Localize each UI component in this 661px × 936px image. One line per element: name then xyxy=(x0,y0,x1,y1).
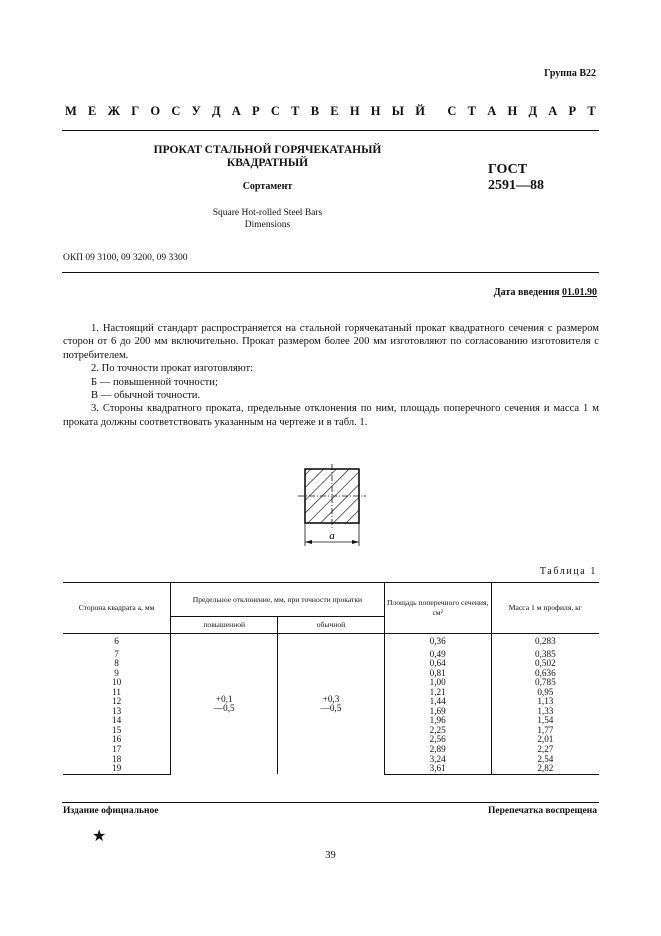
cell-area: 1,96 xyxy=(384,716,491,726)
banner-letter: Н xyxy=(349,104,360,118)
cell-area: 2,89 xyxy=(384,745,491,755)
cell-mass: 1,13 xyxy=(491,697,599,707)
banner-letter: Й xyxy=(415,104,425,118)
cell-area: 0,36 xyxy=(384,634,491,650)
intro-date-value: 01.01.90 xyxy=(562,287,597,298)
reprint-prohibited: Перепечатка воспрещена xyxy=(487,806,597,816)
title-line-1: ПРОКАТ СТАЛЬНОЙ ГОРЯЧЕКАТАНЫЙ xyxy=(153,144,382,156)
dimensions-table xyxy=(63,582,599,775)
title-line-2: КВАДРАТНЫЙ xyxy=(226,157,309,169)
header-normal-precision: обычной xyxy=(278,617,384,634)
cell-area: 2,25 xyxy=(384,726,491,736)
banner-letter: Е xyxy=(88,104,97,118)
cell-side: 7 xyxy=(114,648,119,659)
cell-mass: 1,33 xyxy=(491,707,599,717)
cell-side: 15 xyxy=(112,724,122,735)
header-rule xyxy=(62,130,599,131)
banner-letter: Е xyxy=(330,104,339,118)
cell-mass: 0,95 xyxy=(491,688,599,698)
gost-label: ГОСТ xyxy=(488,162,528,177)
group-code: Группа В22 xyxy=(544,68,596,79)
table-caption: Таблица 1 xyxy=(539,566,597,577)
cell-mass: 2,82 xyxy=(491,764,599,774)
deviation-normal-value: +0,3 xyxy=(322,693,340,704)
gost-code: 2591—88 xyxy=(488,178,544,193)
okp-rule xyxy=(62,272,599,273)
cell-side: 11 xyxy=(112,686,122,697)
dimension-arrow-right xyxy=(352,540,359,544)
deviation-high-value: —0,5 xyxy=(213,703,235,714)
cell-mass: 2,01 xyxy=(491,735,599,745)
deviation-normal-value: —0,5 xyxy=(320,703,342,714)
banner-letter: С xyxy=(171,104,181,118)
banner-letter: Т xyxy=(587,104,596,118)
paragraph-3: Б — повышенной точности; xyxy=(91,376,218,388)
cell-mass: 2,54 xyxy=(491,755,599,765)
standard-banner xyxy=(65,104,596,119)
cell-mass: 0,502 xyxy=(491,659,599,669)
cell-side: 18 xyxy=(112,753,122,764)
footer-rule xyxy=(62,802,599,803)
cell-area: 3,61 xyxy=(384,764,491,774)
banner-letter: А xyxy=(487,104,497,118)
cell-mass: 1,54 xyxy=(491,716,599,726)
body-text xyxy=(63,322,599,429)
cell-side: 9 xyxy=(114,667,119,678)
dimension-arrow-left xyxy=(305,540,312,544)
cell-side: 14 xyxy=(112,715,122,726)
cell-area: 1,21 xyxy=(384,688,491,698)
cell-area: 1,44 xyxy=(384,697,491,707)
paragraph-4: В — обычной точности. xyxy=(91,390,201,402)
banner-letter: Д xyxy=(528,104,538,118)
table-row xyxy=(63,634,599,650)
header-side: Сторона квадрата a, мм xyxy=(63,583,171,634)
cell-side: 12 xyxy=(112,696,122,707)
star-icon: ★ xyxy=(92,828,107,845)
english-title-line-2: Dimensions xyxy=(244,220,291,230)
banner-letter: Ы xyxy=(391,104,405,118)
okp-codes: ОКП 09 3100, 09 3200, 09 3300 xyxy=(63,253,188,263)
cell-mass: 0,385 xyxy=(491,650,599,660)
cell-side: 13 xyxy=(112,705,122,716)
banner-letter: Ж xyxy=(107,104,120,118)
cell-mass: 2,27 xyxy=(491,745,599,755)
paragraph-1: 1. Настоящий стандарт распространяется на стальной горячекатаный прокат квадратного сечения с размером сторон от 6 до 200 мм включительно. Прокат размером более 200 мм изготовляют по согласованию изготовителя с потребителем. xyxy=(63,323,599,361)
banner-letter: А xyxy=(548,104,558,118)
banner-letter: В xyxy=(310,104,320,118)
banner-letter: О xyxy=(150,104,161,118)
cell-side: 16 xyxy=(112,734,122,745)
cell-area: 3,24 xyxy=(384,755,491,765)
dimension-label: a xyxy=(329,530,335,542)
header-high-precision: повышенной xyxy=(171,617,278,634)
banner-letter: Т xyxy=(291,104,300,118)
banner-letter: М xyxy=(65,104,77,118)
banner-letter: А xyxy=(231,104,241,118)
table-body xyxy=(63,634,599,775)
paragraph-5: 3. Стороны квадратного проката, предельные отклонения по ним, площадь поперечного сечения и масса 1 м проката должны соответствовать указанным на чертеже и в табл. 1. xyxy=(63,403,599,428)
cell-mass: 0,283 xyxy=(491,634,599,650)
header-deviation: Предельное отклонение, мм, при точности прокатки xyxy=(171,583,384,617)
banner-letter: Р xyxy=(252,104,260,118)
intro-date xyxy=(494,287,597,298)
cell-area: 0,81 xyxy=(384,669,491,679)
cell-side: 19 xyxy=(63,764,171,774)
cell-mass: 0,636 xyxy=(491,669,599,679)
english-title xyxy=(140,207,395,231)
cross-section-drawing xyxy=(290,464,380,559)
page-number: 39 xyxy=(325,850,336,861)
cell-area: 1,69 xyxy=(384,707,491,717)
cell-deviation-high xyxy=(171,634,278,775)
official-edition: Издание официальное xyxy=(63,806,159,816)
cell-area: 1,00 xyxy=(384,678,491,688)
gost-number xyxy=(488,162,544,194)
cell-mass: 0,785 xyxy=(491,678,599,688)
cell-deviation-normal xyxy=(278,634,384,775)
document-title xyxy=(140,144,395,170)
cell-area: 2,56 xyxy=(384,735,491,745)
square-section-svg xyxy=(290,464,380,554)
cell-area: 0,64 xyxy=(384,659,491,669)
banner-letter: Т xyxy=(467,104,477,118)
cell-side: 6 xyxy=(114,635,119,646)
header-mass: Масса 1 м профиля, кг xyxy=(491,583,599,634)
document-subtitle: Сортамент xyxy=(242,181,293,192)
banner-letter: С xyxy=(447,104,457,118)
banner-letter: Н xyxy=(370,104,381,118)
header-area: Площадь поперечного сечения, см² xyxy=(384,583,491,634)
paragraph-2: 2. По точности прокат изготовляют: xyxy=(91,363,254,375)
banner-letter: Н xyxy=(507,104,518,118)
banner-letter: Р xyxy=(568,104,577,118)
cell-area: 0,49 xyxy=(384,650,491,660)
deviation-high-value: +0,1 xyxy=(215,693,233,704)
banner-letter: Д xyxy=(211,104,221,118)
cell-side: 10 xyxy=(112,677,122,688)
cell-mass: 1,77 xyxy=(491,726,599,736)
banner-letter: У xyxy=(191,104,201,118)
cell-side: 8 xyxy=(114,658,119,669)
banner-letter: Г xyxy=(131,104,140,118)
banner-letter: С xyxy=(270,104,280,118)
cell-side: 17 xyxy=(112,743,122,754)
english-title-line-1: Square Hot-rolled Steel Bars xyxy=(212,208,323,218)
intro-date-label: Дата введения xyxy=(493,287,562,298)
